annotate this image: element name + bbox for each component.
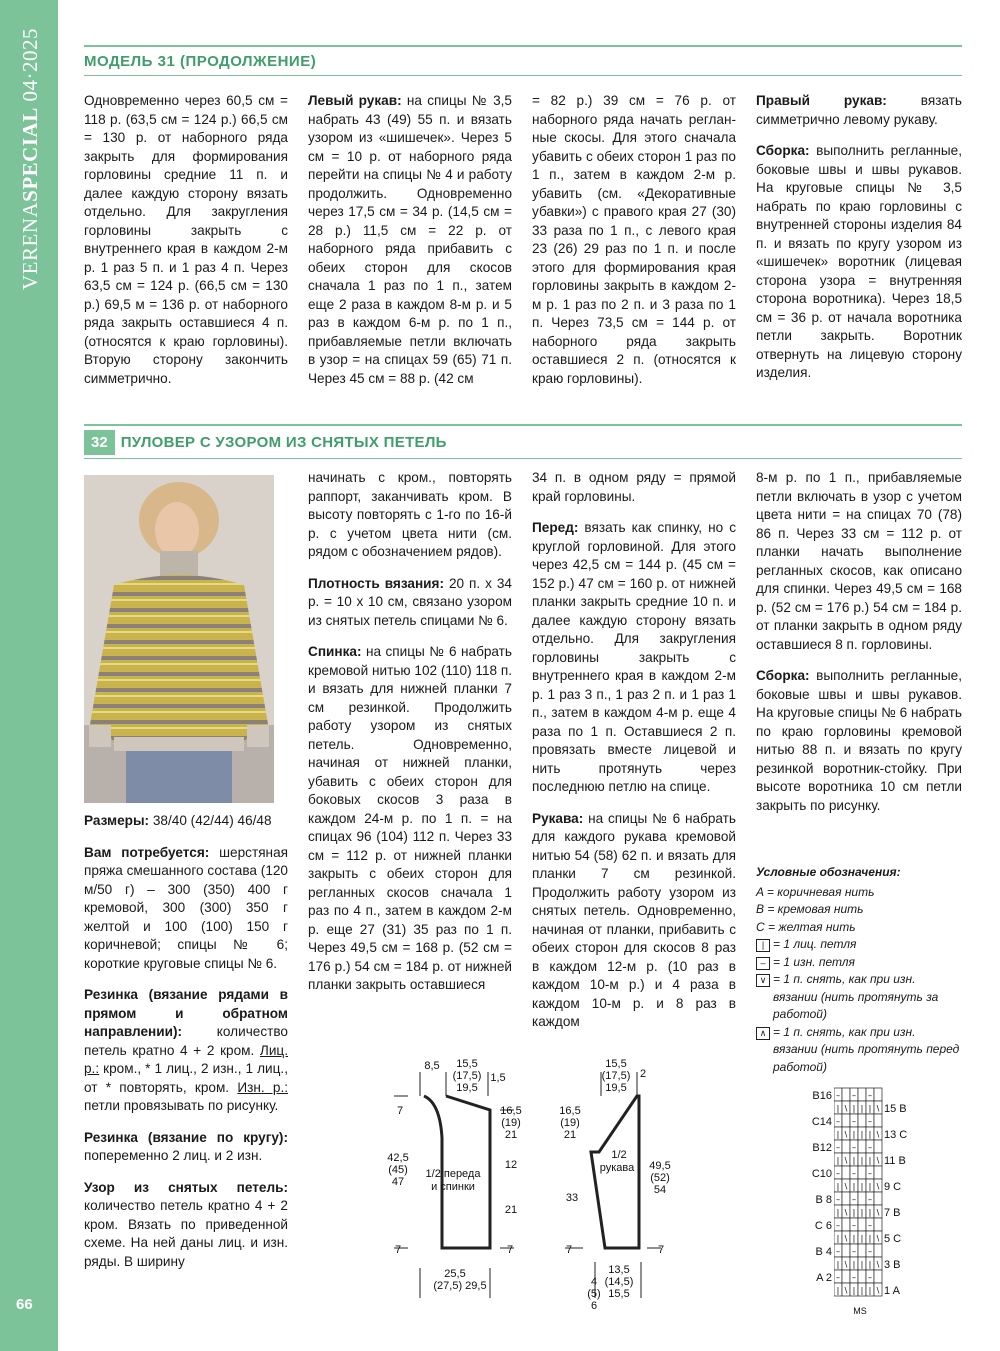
legend-item: ∨ = 1 п. снять, как при изн. вязании (нить протянуть за работой): [756, 971, 961, 1024]
chart-row-label: 9 C: [884, 1181, 902, 1193]
chart-symbol: |: [868, 1130, 872, 1139]
model32-col1: Размеры: 38/40 (42/44) 46/48 Вам потребуется: шерстяная пряжа смешанного состава (120 м/50 г) – 300 (350) 400 г кремовой, 300 (300) 350 г желтой и 100 (100) 150 г коричневой; спицы № 6; короткие круговые спицы № 6. Резинка (вязание рядами в прямом и обратном направлении): количество петель кратно 4 + 2 кром. Лиц. р.: кром., * 1 лиц., 2 изн., 1 лиц., от * повторять, кром. Изн. р.: петли провязывать по рисунку. Резинка (вязание по кругу): попеременно 2 лиц. и 2 изн. Узор из снятых петель: количество петель кратно 4 + 2 кром. Вязать по приведенной схеме. На ней даны лиц. и изн. ряды. В ширину: [84, 813, 289, 1269]
chart-row-label: A 2: [816, 1272, 832, 1284]
chart-cell: [842, 1244, 850, 1257]
chart-symbol: –: [852, 1221, 856, 1230]
chart-symbol: |: [860, 1260, 864, 1269]
body-schematic: 8,5 15,5 (17,5) 19,5 1,5 7 16,5 (19) 21 42,5 (45) 47 1/2 переда и спинки 12 21 7 7 25,5 (27,5) 29,5: [387, 1058, 522, 1292]
chart-symbol: –: [836, 1169, 840, 1178]
chart-symbol: –: [852, 1117, 856, 1126]
chart-symbol: |: [836, 1130, 840, 1139]
model-number-badge: 32: [84, 430, 115, 455]
sidebar: [0, 0, 58, 1351]
chart-cell: [858, 1244, 866, 1257]
chart-row-label: 13 C: [884, 1129, 908, 1141]
chart-cell: [858, 1218, 866, 1231]
chart-symbol: –: [852, 1091, 856, 1100]
chart-symbol: –: [852, 1273, 856, 1282]
chart-symbol: |: [836, 1104, 840, 1113]
chart-symbol: |: [868, 1234, 872, 1243]
purl-symbol-icon: –: [756, 957, 770, 970]
chart-symbol: |: [868, 1182, 872, 1191]
chart-symbol: \: [876, 1182, 880, 1191]
chart-symbol: \: [844, 1208, 848, 1217]
chart-symbol: |: [852, 1104, 856, 1113]
chart-symbol: –: [836, 1247, 840, 1256]
model-title: ПУЛОВЕР С УЗОРОМ ИЗ СНЯТЫХ ПЕТЕЛЬ: [120, 433, 447, 451]
chart-symbol: |: [860, 1156, 864, 1165]
chart-symbol: |: [852, 1260, 856, 1269]
chart-symbol: |: [852, 1130, 856, 1139]
chart-repeat-label: MS: [853, 1306, 867, 1316]
chart-symbol: –: [852, 1195, 856, 1204]
model31-col3: = 82 р.) 39 см = 76 р. от наборного ряда начать реглан-ные скосы. Для этого сначала убавить с обеих сторон 1 раз по 1 п., затем в каждом 2-м р. убавить (см. «Декоративные убавки») с правого края 27 (30) 33 раза по 1 п., с левого края 23 (26) 29 раз по 1 п. и после этого для формирования края горловины закрыть в каждом 2-м р. 1 раз по 2 п. и 3 раза по 1 п. Через 73,5 см = 144 р. от наборного ряда закрыть оставшиеся 2 п. (относятся к краю горловины).: [532, 93, 736, 386]
legend-item: | = 1 лиц. петля: [756, 936, 961, 954]
chart-row-label: 1 A: [884, 1285, 900, 1297]
legend-item: B = кремовая нить: [756, 902, 864, 916]
chart-symbol: |: [852, 1234, 856, 1243]
chart-symbol: |: [836, 1156, 840, 1165]
chart-symbol: –: [868, 1117, 872, 1126]
chart-cell: [858, 1192, 866, 1205]
legend-item: ∧ = 1 п. снять, как при изн. вязании (нить протянуть перед работой): [756, 1024, 961, 1077]
chart-symbol: –: [868, 1273, 872, 1282]
chart-symbol: |: [860, 1130, 864, 1139]
chart-cell: [874, 1270, 882, 1283]
chart-symbol: –: [868, 1247, 872, 1256]
chart-cell: [842, 1218, 850, 1231]
page-number: 66: [16, 1296, 33, 1313]
chart-row-label: C 6: [814, 1220, 832, 1232]
model32-col3: 34 п. в одном ряду = прямой край горловины. Перед: вязать как спинку, но с круглой горловиной. Для этого через 42,5 см = 144 р. (45 см = 152 р.) 47 см = 160 р. от нижней планки закрыть средние 10 п. и далее каждую сторону вязать отдельно. Для закругления горловины закрыть с внутреннего края в каждом 2-м р. 1 раз 3 п., 1 раз 2 п. и 1 раз 1 п., затем в каждом 4-м р. еще 4 раза по 1 п. Оставшиеся 2 п. провязать вместе лицевой и нить протянуть через последнюю петлю на спице. Рукава: на спицы № 6 набрать для каждого рукава кремовой нитью 54 (58) 62 п. и вязать для планки 7 см резинкой. Продолжить работу узором из снятых петель. Одновременно, начиная от планки, прибавить с обеих сторон для скосов 8 раз в каждом 12-м р. (10 раз в каждом 10-м р.) и 4 раза в каждом 10-м р. и 8 раз в каждом: [532, 470, 736, 1029]
chart-symbol: –: [836, 1221, 840, 1230]
legend: Условные обозначения: A = коричневая нить B = кремовая нить C = желтая нить | = 1 лиц. петля – = 1 изн. петля ∨ = 1 п. снять, как при изн. вязании (нить протянуть за работой) ∧ = 1 п. снять, как при изн. вязании (нить протянуть перед работой): [756, 864, 961, 1076]
chart-symbol: –: [868, 1143, 872, 1152]
model32-header: [84, 428, 447, 456]
chart-symbol: \: [844, 1182, 848, 1191]
chart-symbol: |: [868, 1156, 872, 1165]
chart-cell: [842, 1192, 850, 1205]
chart-symbol: –: [852, 1247, 856, 1256]
chart-symbol: \: [876, 1130, 880, 1139]
chart-cell: [858, 1088, 866, 1101]
chart-symbol: |: [868, 1260, 872, 1269]
section-rule: [84, 45, 962, 47]
chart-symbol: –: [852, 1169, 856, 1178]
chart-symbol: |: [860, 1208, 864, 1217]
chart-symbol: |: [836, 1182, 840, 1191]
section-rule: [84, 75, 962, 76]
chart-symbol: |: [852, 1208, 856, 1217]
chart-symbol: \: [844, 1156, 848, 1165]
chart-row-label: C14: [811, 1116, 832, 1128]
chart-symbol: –: [852, 1143, 856, 1152]
chart-symbol: |: [860, 1286, 864, 1295]
chart-row-label: B12: [812, 1142, 832, 1154]
model31-col1: Одновременно через 60,5 см = 118 р. (63,5 см = 124 р.) 66,5 см = 130 р. от наборного ряда закрыть для формирования горловины средние 11 п. и далее каждую сторону вязать отдельно. Для закругления горловины закрыть с внутреннего края в каждом 2-м р. 1 раз 5 п. и 1 раз 4 п. Через 63,5 см = 124 р. (66,5 см = 130 р.) 69,5 м = 136 р. от наборного ряда закрыть оставшиеся 4 п. (относятся к краю горловины). Вторую сторону закончить симметрично.: [84, 93, 288, 386]
chart-symbol: \: [844, 1286, 848, 1295]
slip-front-symbol-icon: ∧: [756, 1027, 770, 1040]
chart-symbol: \: [844, 1104, 848, 1113]
chart-symbol: –: [836, 1273, 840, 1282]
chart-cell: [874, 1218, 882, 1231]
chart-symbol: |: [860, 1104, 864, 1113]
chart-symbol: |: [852, 1156, 856, 1165]
chart-symbol: |: [836, 1260, 840, 1269]
section-rule: [84, 424, 962, 426]
chart-symbol: |: [852, 1286, 856, 1295]
chart-symbol: \: [876, 1208, 880, 1217]
knit-symbol-icon: |: [756, 939, 770, 952]
chart-symbol: |: [868, 1286, 872, 1295]
chart-row-label: 3 B: [884, 1259, 901, 1271]
chart-cell: [858, 1114, 866, 1127]
chart-row-label: B 4: [815, 1246, 832, 1258]
section-title: МОДЕЛЬ 31 (ПРОДОЛЖЕНИЕ): [84, 53, 317, 70]
chart-cell: [858, 1140, 866, 1153]
chart-symbol: |: [868, 1208, 872, 1217]
chart-symbol: |: [836, 1286, 840, 1295]
chart-symbol: \: [876, 1104, 880, 1113]
chart-symbol: |: [868, 1104, 872, 1113]
chart-cell: [874, 1140, 882, 1153]
sleeve-schematic: 15,5 (17,5) 19,5 2 16,5 (19) 21 1/2 рукава 49,5 (52) 54 33 7 7 13,5 (14,5) 15,5 4 (5) 6: [559, 1058, 671, 1312]
chart-row-label: B16: [812, 1090, 832, 1102]
chart-cell: [842, 1166, 850, 1179]
chart-symbol: |: [852, 1182, 856, 1191]
chart-symbol: –: [868, 1169, 872, 1178]
model32-col2: начинать с кром., повторять раппорт, заканчивать кром. В высоту повторять с 1-го по 16-й р. с учетом цвета нити (см. рядом с обозначением рядов). Плотность вязания: 20 п. х 34 р. = 10 х 10 см, связано узором из снятых петель спицами № 6. Спинка: на спицы № 6 набрать кремовой нитью 102 (110) 118 п. и вязать для нижней планки 7 см резинкой. Продолжить работу узором из снятых петель. Одновременно, начиная от нижней планки, убавить с обеих сторон для боковых скосов 3 раза в каждом 24-м р. по 1 п. = на спицах 96 (104) 112 п. Через 33 см = 112 р. от нижней планки закрыть с обеих сторон для регланных скосов сначала 1 раз по 4 п., затем в каждом 2-м р. еще 27 (31) 35 раз по 1 п. Через 49,5 см = 168 р. (52 см = 176 р.) 54 см = 184 р. от нижней планки закрыть оставшиеся: [308, 470, 512, 992]
chart-symbol: \: [844, 1130, 848, 1139]
model31-col2: Левый рукав: на спицы № 3,5 набрать 43 (49) 55 п. и вязать узором из «шишечек». Через 5 см = 10 р. от наборного ряда перейти на спицы № 4 и работу продолжить. Одновременно через 17,5 см = 34 р. (14,5 см = 28 р.) 11,5 см = 22 р. от наборного ряда прибавить с обеих сторон для скосов сначала 1 раз по 1 п., затем еще 2 раза в каждом 8-м р. и 5 раз в каждом 6-м р. по 1 п., прибавляемые петли включать в узор = на спицах 59 (65) 71 п. Через 45 см = 88 р. (42 см: [308, 93, 512, 386]
chart-symbol: \: [876, 1234, 880, 1243]
chart-symbol: \: [844, 1260, 848, 1269]
chart-symbol: \: [876, 1156, 880, 1165]
chart-cell: [874, 1088, 882, 1101]
chart-symbol: |: [860, 1234, 864, 1243]
chart-cell: [858, 1270, 866, 1283]
chart-symbol: \: [844, 1234, 848, 1243]
chart-symbol: |: [836, 1234, 840, 1243]
chart-cell: [874, 1114, 882, 1127]
chart-row-label: 7 B: [884, 1207, 901, 1219]
chart-symbol: –: [868, 1221, 872, 1230]
chart-symbol: –: [868, 1091, 872, 1100]
slip-back-symbol-icon: ∨: [756, 974, 770, 987]
chart-symbol: –: [836, 1117, 840, 1126]
model31-col4: Правый рукав: вязать симметрично левому рукаву. Сборка: выполнить регланные, боковые швы и швы рукавов. На круговые спицы № 3,5 набрать по краю горловины с внутренней стороны изделия 84 п. и вязать по кругу узором из «шишечек» воротник (лицевая сторона узора = внутренняя сторона воротника). Через 18,5 см = 36 р. от начала воротника петли закрыть. Воротник отвернуть на лицевую сторону изделия.: [756, 93, 962, 380]
chart-symbol: \: [876, 1286, 880, 1295]
chart-cell: [842, 1114, 850, 1127]
chart-row-label: B 8: [815, 1194, 832, 1206]
chart-cell: [874, 1192, 882, 1205]
sweater-photo: [84, 475, 274, 803]
chart-symbol: –: [868, 1195, 872, 1204]
magazine-brand: VERENASPECIAL 04·2025: [18, 28, 42, 290]
legend-item: C = желтая нить: [756, 919, 856, 934]
chart-symbol: –: [836, 1195, 840, 1204]
chart-cell: [874, 1244, 882, 1257]
chart-symbol: |: [860, 1182, 864, 1191]
section-rule: [84, 458, 962, 459]
chart-cell: [874, 1166, 882, 1179]
model32-col4: 8-м р. по 1 п., прибавляемые петли включать в узор с учетом цвета нити = на спицах 70 (78) 86 п. Через 33 см = 112 р. от планки начать выполнение регланных скосов, как описано для спинки. Через 49,5 см = 168 р. (52 см = 176 р.) 54 см = 184 р. от планки закрыть в одном ряду оставшиеся 8 п. горловины. Сборка: выполнить регланные, боковые швы и швы рукавов. На круговые спицы № 6 набрать по краю горловины кремовой нитью 88 п. и вязать по кругу резинкой воротник-стойку. При высоте воротника 10 см петли закрыть по рисунку.: [756, 470, 962, 813]
chart-row-label: C10: [811, 1168, 832, 1180]
chart-symbol: \: [876, 1260, 880, 1269]
chart-symbol: |: [836, 1208, 840, 1217]
legend-item: – = 1 изн. петля: [756, 954, 961, 972]
chart-symbol: –: [836, 1143, 840, 1152]
chart-cell: [858, 1166, 866, 1179]
chart-cell: [842, 1140, 850, 1153]
chart-row-label: 15 B: [884, 1103, 907, 1115]
chart-cell: [842, 1088, 850, 1101]
chart-row-label: 5 C: [884, 1233, 902, 1245]
chart-row-label: 11 B: [884, 1155, 906, 1167]
chart-symbol: –: [836, 1091, 840, 1100]
chart-cell: [842, 1270, 850, 1283]
legend-item: A = коричневая нить: [756, 884, 875, 899]
